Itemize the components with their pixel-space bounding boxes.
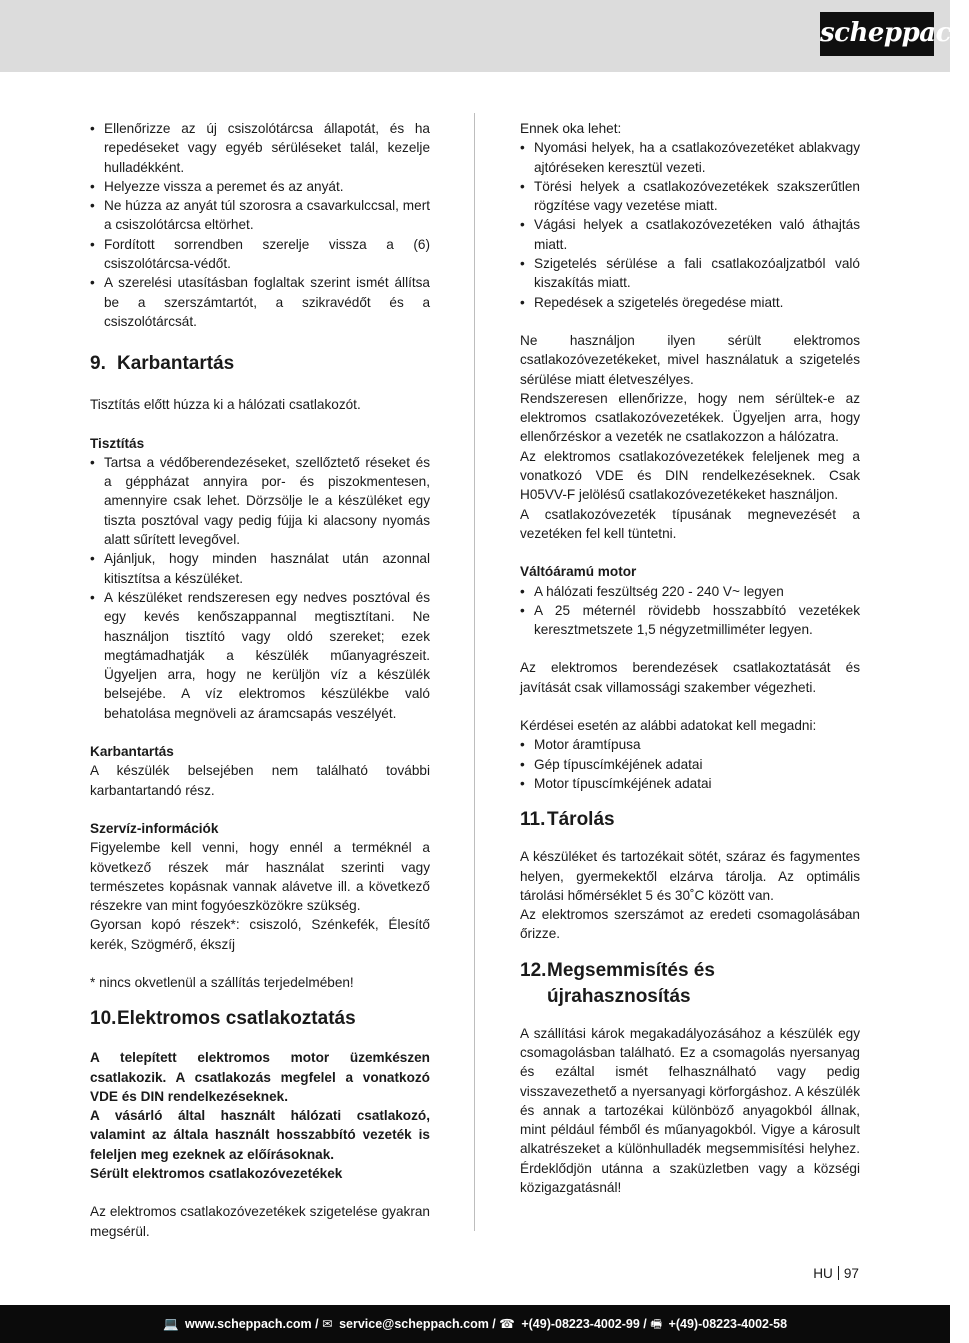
- footer-website[interactable]: www.scheppach.com /: [185, 1317, 319, 1331]
- footer-phone: +(49)-08223-4002-99 /: [521, 1317, 647, 1331]
- disposal-text: A szállítási károk megakadályozásához a készülék egy csomagolásban található. Ez a csomagolás nyersanyag és ezáltal ismét felhasználható vagy pedig visszavezethető a nyersanyagi körforgáshoz. A készülék és annak a tartozékai különböző anyagokból állnak, mint például fémből és műanyagokból. Vigye a károsult alkatrészeket a különhulladék megsemmisítési helyhez. Érdeklődjön utánna a szaküzletben vagy a községi közigazgatásnál!: [520, 1025, 860, 1196]
- wear-parts-text: Gyorsan kopó részek*: csiszoló, Szénkefék, Élesítő kerék, Szögmérő, ékszíj: [90, 917, 430, 952]
- list-item: • Repedések a szigetelés öregedése miatt.: [520, 293, 860, 312]
- page-number: [813, 1265, 859, 1283]
- damaged-cables-heading: Sérült elektromos csatlakozóvezetékek: [90, 1166, 343, 1182]
- list-item: • Ne húzza az anyát túl szorosra a csavarkulccsal, mert a csiszolótárcsa eltörhet.: [90, 196, 430, 235]
- page-language: HU: [813, 1266, 833, 1281]
- service-text: Figyelembe kell venni, hogy ennél a terméknél a következő részek már használat szerinti vagy természetes kopásnak vannak alávetve ill. a következő részekre van mint fogyóeszközökre szükség.: [90, 840, 430, 914]
- list-item: • A hálózati feszültség 220 - 240 V~ legyen: [520, 582, 860, 601]
- list-item: • A 25 méternél rövidebb hosszabbító vezetékek keresztmetszete 1,5 négyzetmilliméter legyen.: [520, 601, 860, 640]
- section-title: Elektromos csatlakoztatás: [117, 1008, 356, 1030]
- list-item: • Gép típuscímkéjének adatai: [520, 755, 860, 774]
- section-11-heading: [520, 807, 860, 833]
- list-item: • Fordított sorrendben szerelje vissza a (6) csiszolótárcsa-védőt.: [90, 235, 430, 274]
- list-item: • Tartsa a védőberendezéseket, szellőztető réseket és a géppházat annyira por- és piszokmentesen, amennyire csak lehet. Dörzsölje le a készüléket egy tiszta posztóval vagy pedig fújja ki alacsony nyomás alatt sűrített levegővel.: [90, 453, 430, 549]
- section-number: 10.: [90, 1008, 117, 1030]
- connection-notice: A telepített elektromos motor üzemkészen csatlakozik. A csatlakozás megfelel a vonatkozó VDE és DIN rendelkezéseknek.: [90, 1050, 430, 1104]
- list-item: • Szigetelés sérülése a fali csatlakozóaljzatból való kiszakítás miatt.: [520, 254, 860, 293]
- fax-icon: 🖷: [650, 1317, 663, 1331]
- inspection-text: Rendszeresen ellenőrizze, hogy nem sérültek-e az elektromos csatlakozóvezetékek. Ügyeljen arra, hogy ellenőrzéskor a vezeték ne csatlakozzon a hálózatra.: [520, 390, 860, 445]
- footer-fax: +(49)-08223-4002-58: [668, 1317, 788, 1331]
- cause-intro: Ennek oka lehet:: [520, 121, 622, 136]
- service-heading: Szervíz-információk: [90, 820, 219, 836]
- reassembly-list: [90, 119, 430, 331]
- electrician-text: Az elektromos berendezések csatlakoztatását és javítását csak villamossági szakember végezheti.: [520, 660, 860, 695]
- header-bar: [0, 0, 969, 72]
- maintenance-intro: Tisztítás előtt húzza ki a hálózati csatlakozót.: [90, 397, 361, 413]
- ac-motor-heading: Váltóáramú motor: [520, 564, 637, 580]
- customer-plug-notice: A vásárló által használt hálózati csatlakozó, valamint az általa használt hosszabbító vezeték is feleljen meg ezeknek az előírásoknak.: [90, 1108, 430, 1162]
- list-item: • Vágási helyek a csatlakozóvezetéken való áthajtás miatt.: [520, 215, 860, 254]
- cleaning-heading: Tisztítás: [90, 435, 145, 451]
- section-title: Tárolás: [547, 809, 615, 831]
- storage-packaging-text: Az elektromos szerszámot az eredeti csomagolásában őrizze.: [520, 907, 860, 942]
- service-note: * nincs okvetlenül a szállítás terjedelmében!: [90, 974, 354, 990]
- damaged-cable-warning: Ne használjon ilyen sérült elektromos csatlakozóvezetékeket, mivel használatuk a szigetelés sérülése miatt életveszélyes.: [520, 332, 860, 387]
- cause-list: [520, 138, 860, 312]
- section-number: 9.: [90, 353, 106, 375]
- list-item: • Helyezze vissza a peremet és az anyát.: [90, 177, 430, 196]
- section-title: Megsemmisítés és újrahasznosítás: [547, 959, 715, 1007]
- maintenance-text: A készülék belsejében nem található további karbantartandó rész.: [90, 763, 430, 798]
- right-column: [520, 119, 860, 1197]
- cable-marking-text: A csatlakozóvezeték típusának megnevezését a vezetéken fel kell tüntetni.: [520, 506, 860, 541]
- phone-icon: ☎: [499, 1317, 515, 1331]
- section-title: Karbantartás: [117, 353, 235, 375]
- scheppach-logo: scheppach: [820, 12, 934, 56]
- column-divider: [474, 113, 475, 1231]
- list-item: • Motor áramtípusa: [520, 735, 860, 754]
- list-item: • Ajánljuk, hogy minden használat után azonnal kitisztítsa a készüléket.: [90, 549, 430, 588]
- ac-motor-list: [520, 582, 860, 640]
- list-item: • A készüléket rendszeresen egy nedves posztóval és egy kevés kenőszappannal megtisztítani. Ne használjon tisztító vagy oldó szereket; ezek megtámadhatják a készülék műanyagrészeit. Ügyeljen arra, hogy ne kerüljön víz a készülék belsejébe. A víz elektromos készülékbe való behatolása megnöveli az áramcsapás veszélyét.: [90, 588, 430, 723]
- footer-bar: [0, 1305, 950, 1343]
- maintenance-heading: Karbantartás: [90, 744, 174, 760]
- damaged-cables-text: Az elektromos csatlakozóvezetékek szigetelése gyakran megsérül.: [90, 1204, 430, 1239]
- page-number-value: 97: [843, 1266, 859, 1281]
- list-item: • Törési helyek a csatlakozóvezetékek szakszerűtlen rögzítése vagy vezetése miatt.: [520, 177, 860, 216]
- list-item: • A szerelési utasításban foglaltak szerint ismét állítsa be a szerszámtartót, a szikravédőt és a csiszolótárcsát.: [90, 273, 430, 331]
- cleaning-list: [90, 453, 430, 723]
- query-list: [520, 735, 860, 793]
- left-column: [90, 119, 430, 1241]
- section-9-heading: [90, 351, 430, 377]
- list-item: • Nyomási helyek, ha a csatlakozóvezetéket ablakvagy ajtóréseken keresztül vezeti.: [520, 138, 860, 177]
- computer-icon: 💻: [162, 1317, 179, 1331]
- storage-text: A készüléket és tartozékait sötét, száraz és fagymentes helyen, gyermekektől elzárva tárolja. Az optimális tárolási hőmérséklet 5 és 30˚C között van.: [520, 849, 860, 903]
- section-number: 12.: [520, 959, 547, 981]
- list-item: • Ellenőrizze az új csiszolótárcsa állapotát, és ha repedéseket vagy egyéb sérüléseket talál, kezelje hulladékként.: [90, 119, 430, 177]
- mail-icon: ✉: [322, 1317, 333, 1331]
- query-intro: Kérdései esetén az alábbi adatokat kell megadni:: [520, 718, 817, 734]
- section-10-heading: [90, 1006, 430, 1032]
- page-number-separator: [838, 1266, 839, 1280]
- section-number: 11.: [520, 809, 546, 831]
- section-12-heading: [520, 958, 860, 1010]
- cable-standards-text: Az elektromos csatlakozóvezetékek feleljenek meg a vonatkozó VDE és DIN rendelkezéseknek. Csak H05VV-F jelölésű csatlakozóvezetékeket használjon.: [520, 448, 860, 503]
- footer-email[interactable]: service@scheppach.com /: [339, 1317, 496, 1331]
- list-item: • Motor típuscímkéjének adatai: [520, 774, 860, 793]
